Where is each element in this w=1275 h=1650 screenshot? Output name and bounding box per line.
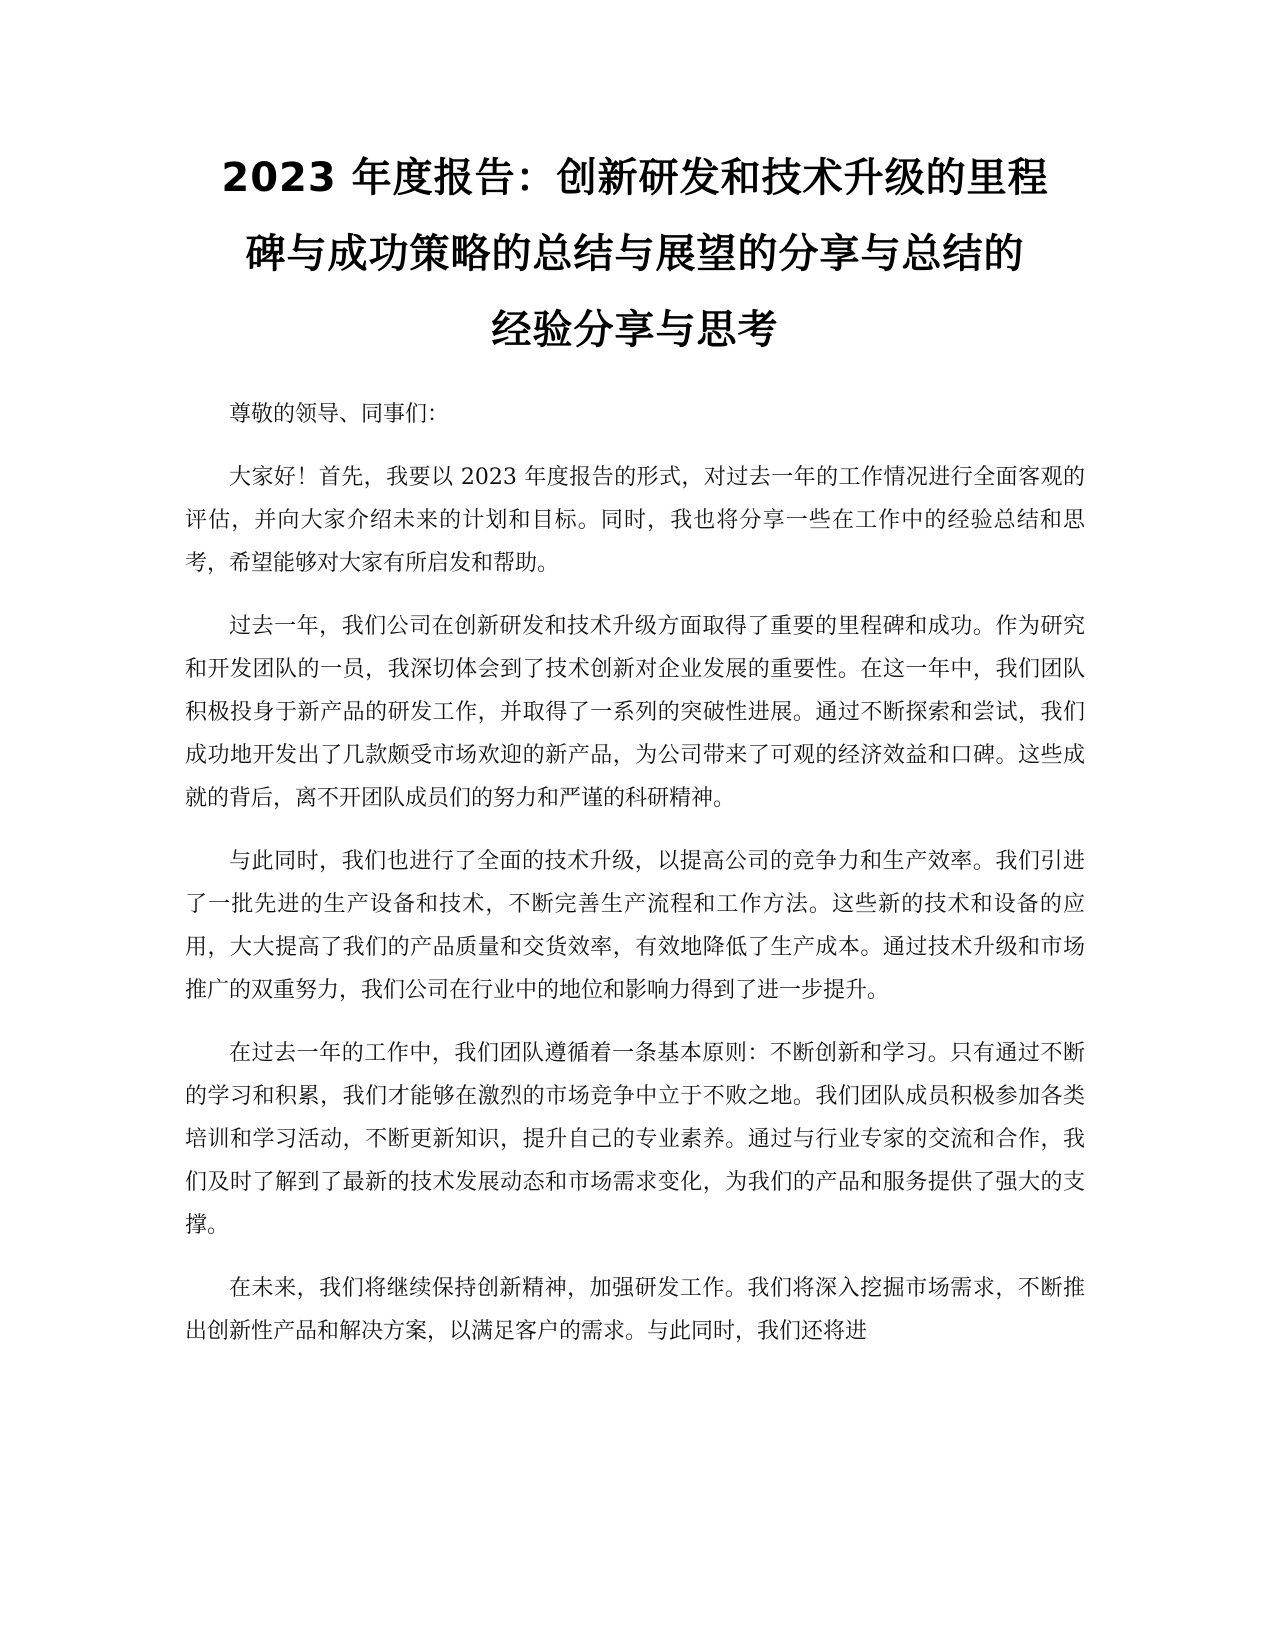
paragraph-2: 过去一年，我们公司在创新研发和技术升级方面取得了重要的里程碑和成功。作为研究和开发团队的一员，我深切体会到了技术创新对企业发展的重要性。在这一年中，我们团队积极投身于新产品的研发工作，并取得了一系列的突破性进展。通过不断探索和尝试，我们成功地开发出了几款颇受市场欢迎的新产品，为公司带来了可观的经济效益和口碑。这些成就的背后，离不开团队成员们的努力和严谨的科研精神。	[185, 614, 1085, 811]
title-line-1: 2023 年度报告：创新研发和技术升级的里程	[221, 155, 1049, 201]
document-title	[185, 140, 1085, 368]
paragraph-4: 在过去一年的工作中，我们团队遵循着一条基本原则：不断创新和学习。只有通过不断的学习和积累，我们才能够在激烈的市场竞争中立于不败之地。我们团队成员积极参加各类培训和学习活动，不断更新知识，提升自己的专业素养。通过与行业专家的交流和合作，我们及时了解到了最新的技术发展动态和市场需求变化，为我们的产品和服务提供了强大的支撑。	[185, 1041, 1085, 1238]
greeting: 尊敬的领导、同事们：	[229, 402, 450, 427]
paragraph-1: 大家好！首先，我要以 2023 年度报告的形式，对过去一年的工作情况进行全面客观的评估，并向大家介绍未来的计划和目标。同时，我也将分享一些在工作中的经验总结和思考，希望能够对大家有所启发和帮助。	[185, 465, 1085, 576]
title-line-3: 经验分享与思考	[491, 307, 779, 353]
title-line-2: 碑与成功策略的总结与展望的分享与总结的	[245, 231, 1025, 277]
document-page	[185, 140, 1085, 1373]
paragraph-5: 在未来，我们将继续保持创新精神，加强研发工作。我们将深入挖掘市场需求，不断推出创新性产品和解决方案，以满足客户的需求。与此同时，我们还将进	[185, 1276, 1085, 1344]
paragraph-3: 与此同时，我们也进行了全面的技术升级，以提高公司的竞争力和生产效率。我们引进了一批先进的生产设备和技术，不断完善生产流程和工作方法。这些新的技术和设备的应用，大大提高了我们的产品质量和交货效率，有效地降低了生产成本。通过技术升级和市场推广的双重努力，我们公司在行业中的地位和影响力得到了进一步提升。	[185, 849, 1085, 1003]
